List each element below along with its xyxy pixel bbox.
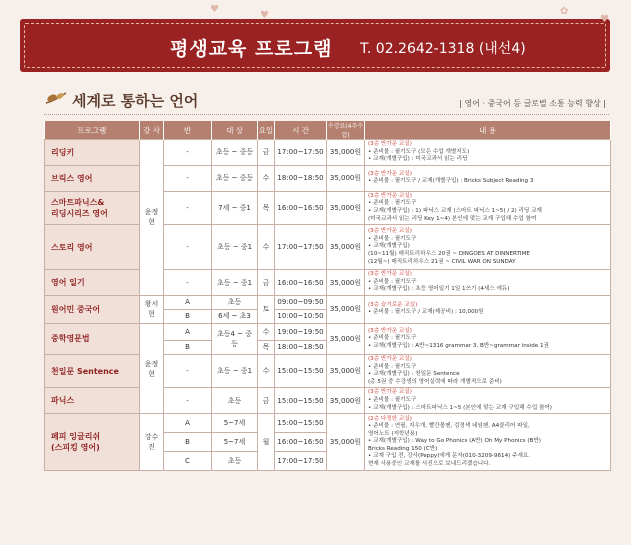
class-cell: A [164,323,212,340]
description-cell [365,414,611,471]
class-cell: B [164,433,212,452]
description-cell [365,295,611,323]
description-line: • 준비물 : 필기도구 [368,235,417,242]
day-cell: 금 [258,388,275,414]
target-cell: 7세 ~ 중1 [212,191,258,224]
section-divider [44,114,609,115]
description-cell [365,225,611,270]
time-cell: 16:00~16:50 [275,433,327,452]
class-cell: A [164,414,212,433]
table-row [45,140,611,166]
description-location: (3층 반가운 교실) [368,141,412,147]
description-line: • 준비물 : 필기도구 [368,200,417,207]
program-name-cell: 리딩키 [45,140,140,166]
description-cell [365,270,611,296]
banner-phone: T. 02.2642-1318 (내선4) [360,41,526,57]
time-cell: 19:00~19:50 [275,323,327,340]
title-banner [20,19,610,72]
day-cell: 금 [258,270,275,296]
program-name-cell: 페피 잉글리쉬 (스피킹 영어) [45,414,140,471]
description-line: • 준비물 : 필기도구 (모든 수업 개별지도) [368,148,470,155]
description-line: • 준비물 : 연필, 지우개, 빨간볼펜, 검정색 네임펜, A4클리어 파일, [368,423,530,430]
time-cell: 18:00~18:50 [275,340,327,354]
description-line: • 교재(개별구입) : 스마트파닉스 1~5 (본인에 맞는 교재 구입해 수업 참여) [368,404,552,411]
description-location: (3층 반가운 교실) [368,192,412,199]
program-name-cell: 파닉스 [45,388,140,414]
flower-icon: ✿ [560,6,569,17]
day-cell: 목 [258,191,275,224]
program-name-cell: 원어민 중국어 [45,295,140,323]
description-line: (12월~) 매직트리하우스 21권 ~ CIVIL WAR ON SUNDAY [368,258,516,265]
description-cell [365,354,611,387]
description-location: (2층 다정한 교실) [368,415,412,422]
time-cell: 16:00~16:50 [275,270,327,296]
day-cell: 수 [258,323,275,340]
class-cell: - [164,225,212,270]
table-row [45,354,611,387]
table-row [45,225,611,270]
class-cell: - [164,140,212,166]
time-cell: 17:00~17:50 [275,140,327,166]
heart-icon: ♥ [260,10,269,21]
description-location: (3층 반가운 교실) [368,228,412,235]
fee-cell: 35,000원 [327,414,365,471]
table-row [45,191,611,224]
fee-cell: 35,000원 [327,165,365,191]
description-cell [365,388,611,414]
fee-cell: 35,000원 [327,270,365,296]
description-line: • 교재(개별구입) : 미국교과서 읽는 리딩 [368,156,468,163]
class-cell: C [164,452,212,471]
section-leaf-icon [44,91,68,105]
time-cell: 09:00~09:50 [275,295,327,309]
header-cell: 수강료(4주수업) [327,123,364,139]
target-cell: 초등 ~ 중1 [212,270,258,296]
class-cell: - [164,165,212,191]
description-line: • 준비물 : 필기도구 / 교재(제공비) : 10,000원 [368,309,484,316]
class-cell: - [164,354,212,387]
program-name-cell: 중학영문법 [45,323,140,354]
day-cell: 수 [258,165,275,191]
description-line: • 준비물 : 필기도구 [368,396,417,403]
day-cell: 목 [258,340,275,354]
day-cell: 수 [258,354,275,387]
description-line: • 준비물 : 필기도구 / 교재(개별구입) : Bricks Subject Reading 3 [368,178,534,185]
target-cell: 5~7세 [212,414,258,433]
table-row [45,388,611,414]
description-line: 영어노트 (저학년용) [368,430,418,437]
description-line: • 교재(개별구입) : 천일문 Sentence [368,371,460,378]
header-cell: 시 간 [275,121,327,140]
target-cell: 초등4 ~ 중등 [212,323,258,354]
target-cell: 초등 [212,388,258,414]
class-cell: - [164,388,212,414]
fee-cell: 35,000원 [327,388,365,414]
description-cell [365,191,611,224]
teacher-cell: 강수진 [140,414,164,471]
description-cell [365,140,611,166]
class-cell: B [164,309,212,323]
description-location: (3층 반가운 교실) [368,389,412,396]
header-cell: 대 상 [212,121,258,140]
table-row [45,323,611,340]
program-name-cell: 스마트파닉스& 리딩시리즈 영어 [45,191,140,224]
class-cell: B [164,340,212,354]
time-cell: 16:00~16:50 [275,191,327,224]
description-line: • 교재(개별구입) [368,243,410,250]
description-location: (3층 반가운 교실) [368,327,412,334]
description-line: • 교재(개별구입) : 초등 영어일기 1일 1쓰기 (4세스 에듀) [368,286,510,293]
heart-icon: ♥ [210,4,219,15]
description-location: (3층 반가운 교실) [368,271,412,278]
description-location: (3층 슬기로운 교실) [368,301,418,308]
target-cell: 6세 ~ 초3 [212,309,258,323]
table-row [45,270,611,296]
header-cell: 강 사 [140,121,164,140]
class-cell: - [164,191,212,224]
fee-cell: 35,000원 [327,140,365,166]
time-cell: 15:00~15:50 [275,354,327,387]
description-location: (3층 반가운 교실) [368,170,412,177]
table-row [45,165,611,191]
target-cell: 초등 [212,295,258,309]
fee-cell: 35,000원 [327,323,365,354]
time-cell: 10:00~10:50 [275,309,327,323]
time-cell: 15:00~15:50 [275,388,327,414]
section-title: 세계로 통하는 언어 [72,92,199,110]
program-table [44,121,611,471]
program-name-cell: 스토리 영어 [45,225,140,270]
day-cell: 수 [258,225,275,270]
target-cell: 5~7세 [212,433,258,452]
description-line: • 교재(개별구입) : A반~1316 grammar 3, B반~grammar inside 1권 [368,342,549,349]
description-line: • 교재(개별구입) : 1) 파닉스 교재 (스마트 파닉스 1~5) / 2) 리딩 교재 [368,207,542,214]
time-cell: 17:00~17:50 [275,225,327,270]
fee-cell: 35,000원 [327,354,365,387]
target-cell: 초등 ~ 중등 [212,165,258,191]
program-name-cell: 브릭스 영어 [45,165,140,191]
description-location: (3층 반가운 교실) [368,355,412,362]
description-line: Bricks Reading 150 (C반) [368,445,438,452]
target-cell: 초등 ~ 중1 [212,354,258,387]
day-cell: 토 [258,295,275,323]
time-cell: 15:00~15:50 [275,414,327,433]
teacher-cell: 윤정현 [140,140,164,296]
target-cell: 초등 ~ 중등 [212,140,258,166]
header-cell: 반 [164,121,212,140]
fee-cell: 35,000원 [327,191,365,224]
header-cell: 내 용 [365,121,611,140]
program-name-cell: 천일문 Sentence [45,354,140,387]
time-cell: 18:00~18:50 [275,165,327,191]
program-name-cell: 영어 일기 [45,270,140,296]
heart-icon: ♥ [600,14,609,25]
description-cell [365,323,611,354]
target-cell: 초등 ~ 중1 [212,225,258,270]
description-line: • 준비물 : 필기도구 [368,335,417,342]
banner-title: 평생교육 프로그램 [170,38,333,60]
fee-cell: 35,000원 [327,295,365,323]
description-line: • 교재(개별구입) : Way to Go Phonics (A반) Oh My Phonics (B반) [368,438,541,445]
class-cell: - [164,270,212,296]
description-line: (미국교과서 읽는 리딩 Key 1~4) 본인에 맞는 교재 구입해 수업 참여 [368,215,537,222]
description-line: (총 5권 중 수강생의 영어실력에 따라 개별적으로 준비) [368,378,502,385]
table-header [45,121,611,140]
time-cell: 17:00~17:50 [275,452,327,471]
description-cell [365,165,611,191]
section-subtitle: | 영어 · 중국어 등 글로벌 소통 능력 향상 | [459,99,606,108]
fee-cell: 35,000원 [327,225,365,270]
teacher-cell: 윤정현 [140,323,164,413]
table-row [45,414,611,433]
header-cell: 프로그램 [45,121,140,140]
class-cell: A [164,295,212,309]
table-row [45,295,611,309]
description-line: • 준비물 : 필기도구 [368,363,417,370]
day-cell: 금 [258,140,275,166]
description-line: • 교재 구입 전, 강사(Peppy)에게 문자(010-3209-9614) 주세요. [368,453,531,460]
day-cell: 월 [258,414,275,471]
teacher-cell: 왕서현 [140,295,164,323]
description-line: • 준비물 : 필기도구 [368,278,417,285]
target-cell: 초등 [212,452,258,471]
description-line: 현재 사용중인 교재를 사진으로 보내드리겠습니다. [368,461,491,468]
header-cell: 요일 [258,121,275,140]
description-line: (10~11월) 매직트리하우스 20권 ~ DINGOES AT DINNERTIME [368,250,530,257]
